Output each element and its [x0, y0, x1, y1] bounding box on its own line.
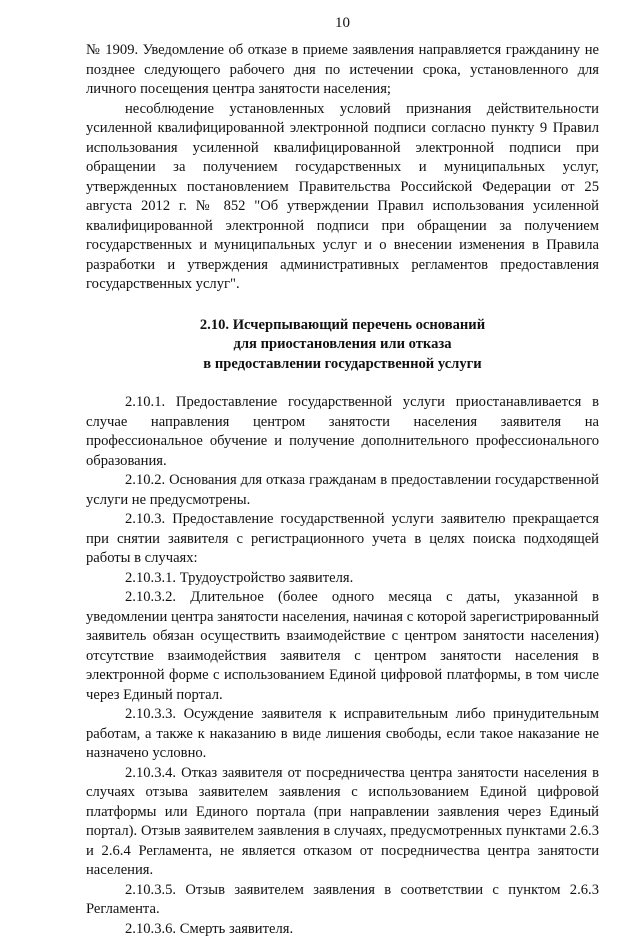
paragraph-2-10-2: 2.10.2. Основания для отказа гражданам в предоставлении государственной услуги не предусмотрены. [86, 471, 599, 510]
paragraph-continuation: № 1909. Уведомление об отказе в приеме заявления направляется гражданину не позднее следующего рабочего дня по истечении срока, установленного для личного посещения центра занятости населения; [86, 41, 599, 100]
paragraph-signature-condition: несоблюдение установленных условий признания действительности усиленной квалифицированной электронной подписи согласно пункту 9 Правил использования усиленной квалифицированной электронной подписи при обращении за получением государственных и муниципальных услуг, утвержденных постановлением Правительства Российской Федерации от 25 августа 2012 г. № 852 "Об утверждении Правил использования усиленной квалифицированной электронной подписи при обращении за получением государственных и муниципальных услуг и о внесении изменения в Правила разработки и утверждения административных регламентов предоставления государственных услуг". [86, 100, 599, 295]
paragraph-2-10-3-3: 2.10.3.3. Осуждение заявителя к исправительным либо принудительным работам, а также к наказанию в виде лишения свободы, если такое наказание не назначено условно. [86, 705, 599, 764]
paragraph-2-10-3-1: 2.10.3.1. Трудоустройство заявителя. [86, 569, 599, 589]
paragraph-2-10-3-2: 2.10.3.2. Длительное (более одного месяца с даты, указанной в уведомлении центра занятости населения, начиная с которой зарегистрированный заявитель обязан осуществить взаимодействие с центром занятости населения) отсутствие взаимодействия заявителя с центром занятости населения в электронной форме с использованием Единой цифровой платформы, в том числе через Единый портал. [86, 588, 599, 705]
paragraph-2-10-3-6: 2.10.3.6. Смерть заявителя. [86, 920, 599, 939]
paragraph-2-10-3-4: 2.10.3.4. Отказ заявителя от посредничества центра занятости населения в случаях отзыва заявителем заявления с использованием Единой цифровой платформы или Единого портала (при направлении заявления через Единый портал). Отзыв заявителем заявления в случаях, предусмотренных пунктами 2.6.3 и 2.6.4 Регламента, не является отказом от посредничества центра занятости населения. [86, 764, 599, 881]
section-heading [86, 316, 599, 375]
section-heading-line-2: для приостановления или отказа [86, 335, 599, 355]
paragraph-2-10-3: 2.10.3. Предоставление государственной услуги заявителю прекращается при снятии заявителя с регистрационного учета в целях поиска подходящей работы в случаях: [86, 510, 599, 569]
section-heading-line-3: в предоставлении государственной услуги [86, 355, 599, 375]
section-heading-line-1: 2.10. Исчерпывающий перечень оснований [86, 316, 599, 336]
page-number: 10 [86, 14, 599, 32]
paragraph-2-10-3-5: 2.10.3.5. Отзыв заявителем заявления в соответствии с пунктом 2.6.3 Регламента. [86, 881, 599, 920]
paragraph-2-10-1: 2.10.1. Предоставление государственной услуги приостанавливается в случае направления центром занятости населения заявителя на профессиональное обучение и получение дополнительного профессионального образования. [86, 393, 599, 471]
